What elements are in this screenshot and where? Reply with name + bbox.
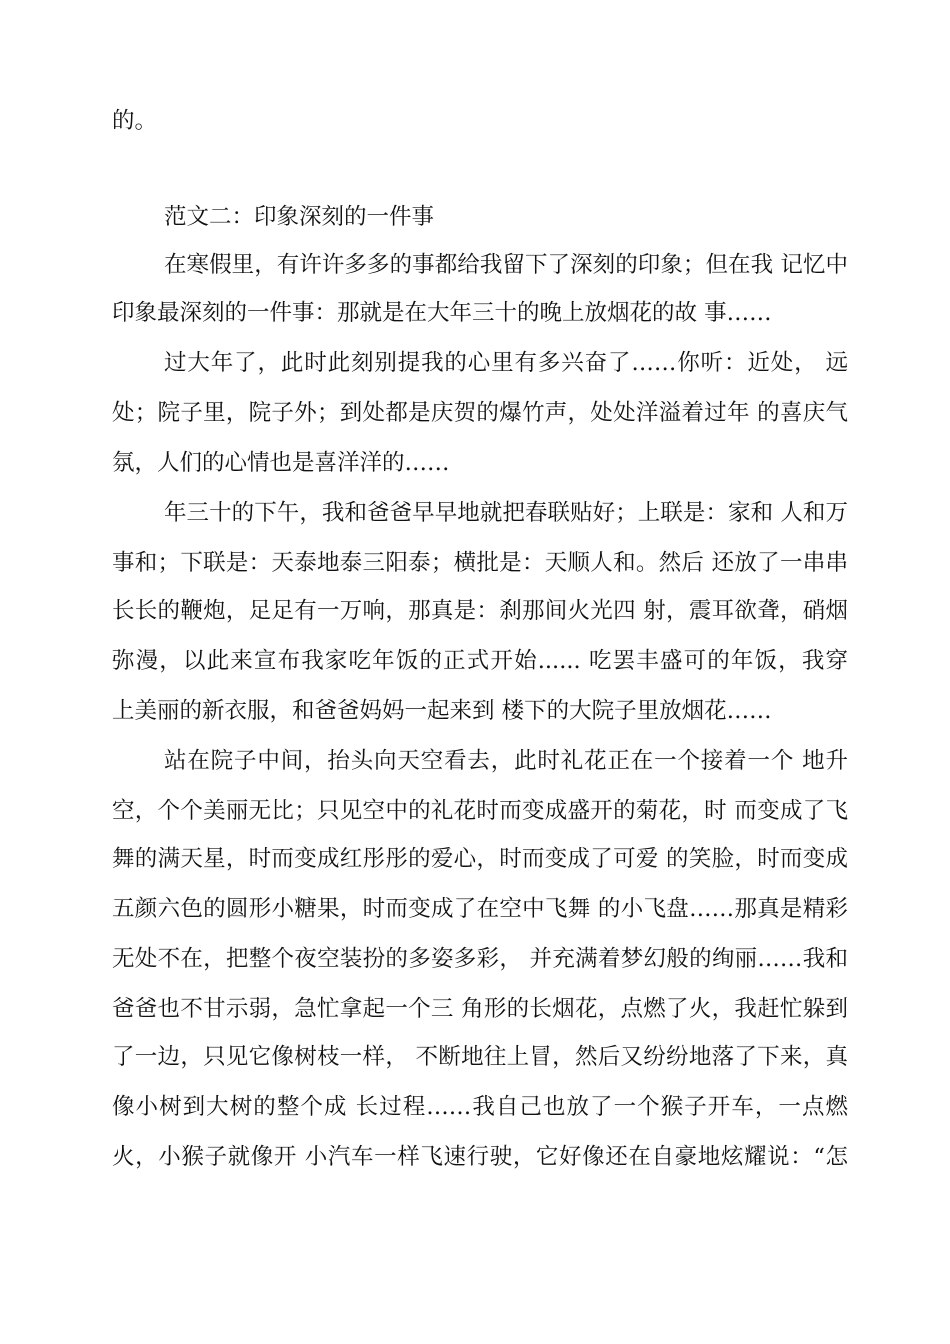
section-title: 范文二：印象深刻的一件事 xyxy=(164,204,435,230)
text-line: 爸爸也不甘示弱，急忙拿起一个三 角形的长烟花，点燃了火，我赶忙躲到 xyxy=(112,996,848,1022)
text-line: 舞的满天星，时而变成红彤彤的爱心，时而变成了可爱 的笑脸，时而变成 xyxy=(112,846,848,872)
text-line: 长长的鞭炮，足足有一万响，那真是：刹那间火光四 射，震耳欲聋，硝烟 xyxy=(112,598,848,624)
text-line: 站在院子中间，抬头向天空看去，此时礼花正在一个接着一个 地升 xyxy=(164,748,848,774)
text-line: 五颜六色的圆形小糖果，时而变成了在空中飞舞 的小飞盘……那真是精彩 xyxy=(112,896,848,922)
text-line: 氛，人们的心情也是喜洋洋的…… xyxy=(112,450,450,476)
text-line: 火，小猴子就像开 小汽车一样飞速行驶，它好像还在自豪地炫耀说：“怎 xyxy=(112,1144,848,1170)
text-line: 像小树到大树的整个成 长过程……我自己也放了一个猴子开车，一点燃 xyxy=(112,1094,848,1120)
text-line: 无处不在，把整个夜空装扮的多姿多彩， 并充满着梦幻般的绚丽……我和 xyxy=(112,946,848,972)
text-line: 年三十的下午，我和爸爸早早地就把春联贴好；上联是：家和 人和万 xyxy=(164,500,848,526)
text-line: 过大年了，此时此刻别提我的心里有多兴奋了……你听：近处， 远 xyxy=(164,350,848,376)
text-line: 处；院子里，院子外；到处都是庆贺的爆竹声，处处洋溢着过年 的喜庆气 xyxy=(112,400,848,426)
text-line: 弥漫，以此来宣布我家吃年饭的正式开始...... 吃罢丰盛可的年饭，我穿 xyxy=(112,648,848,674)
text-line: 空，个个美丽无比；只见空中的礼花时而变成盛开的菊花，时 而变成了飞 xyxy=(112,798,848,824)
text-line: 事和；下联是：天泰地泰三阳泰；横批是：天顺人和。然后 还放了一串串 xyxy=(112,550,848,576)
text-line: 了一边，只见它像树枝一样， 不断地往上冒，然后又纷纷地落了下来，真 xyxy=(112,1044,848,1070)
text-line: 的。 xyxy=(112,108,158,134)
text-line: 上美丽的新衣服，和爸爸妈妈一起来到 楼下的大院子里放烟花…… xyxy=(112,698,772,724)
text-line: 印象最深刻的一件事：那就是在大年三十的晚上放烟花的故 事…… xyxy=(112,300,772,326)
text-line: 在寒假里，有许许多多的事都给我留下了深刻的印象；但在我 记忆中 xyxy=(164,252,848,278)
